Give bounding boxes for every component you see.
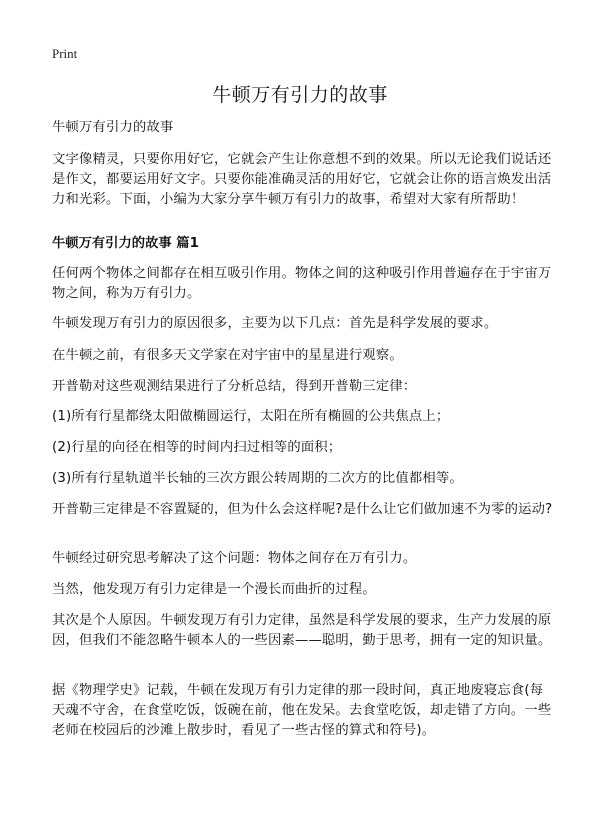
paragraph: 其次是个人原因。牛顿发现万有引力定律，虽然是科学发展的要求，生产力发展的原因，但我们不能忽略牛顿本人的一些因素——聪明，勤于思考，拥有一定的知识量。 [52,613,552,648]
intro-paragraph: 文字像精灵，只要你用好它，它就会产生让你意想不到的效果。所以无论我们说话还是作文，都要运用好文字。只要你能准确灵活的用好它，它就会让你的语言焕发出活力和光彩。下面，小编为大家分享牛顿万有引力的故事，希望对大家有所帮助！ [52,152,552,207]
paragraph: (1)所有行星都绕太阳做椭圆运行，太阳在所有椭圆的公共焦点上； [52,409,450,424]
paragraph: 在牛顿之前，有很多天文学家在对宇宙中的星星进行观察。 [52,348,403,363]
section-heading: 牛顿万有引力的故事 篇1 [52,236,199,251]
paragraph: 据《物理学史》记载，牛顿在发现万有引力定律的那一段时间，真正地废寝忘食(每天魂不守舍，在食堂吃饭，饭碗在前，他在发呆。去食堂吃饭，却走错了方向。一些老师在校园后的沙滩上散步时，看见了一些古怪的算式和符号)。 [52,683,552,738]
document-subtitle: 牛顿万有引力的故事 [52,120,174,135]
paragraph: 任何两个物体之间都存在相互吸引作用。物体之间的这种吸引作用普遍存在于宇宙万物之间，称为万有引力。 [52,266,552,301]
paragraph: 牛顿发现万有引力的原因很多，主要为以下几点：首先是科学发展的要求。 [52,316,498,331]
paragraph: (2)行星的向径在相等的时间内扫过相等的面积； [52,440,342,455]
paragraph: 开普勒对这些观测结果进行了分析总结，得到开普勒三定律： [52,379,417,394]
paragraph: 开普勒三定律是不容置疑的，但为什么会这样呢?是什么让它们做加速不为零的运动? [52,502,553,517]
document-title: 牛顿万有引力的故事 [212,84,388,106]
paragraph: (3)所有行星轨道半长轴的三次方跟公转周期的二次方的比值都相等。 [52,471,463,486]
paragraph: 当然，他发现万有引力定律是一个漫长而曲折的过程。 [52,582,376,597]
print-label: Print [52,46,78,61]
paragraph: 牛顿经过研究思考解决了这个问题：物体之间存在万有引力。 [52,551,417,566]
